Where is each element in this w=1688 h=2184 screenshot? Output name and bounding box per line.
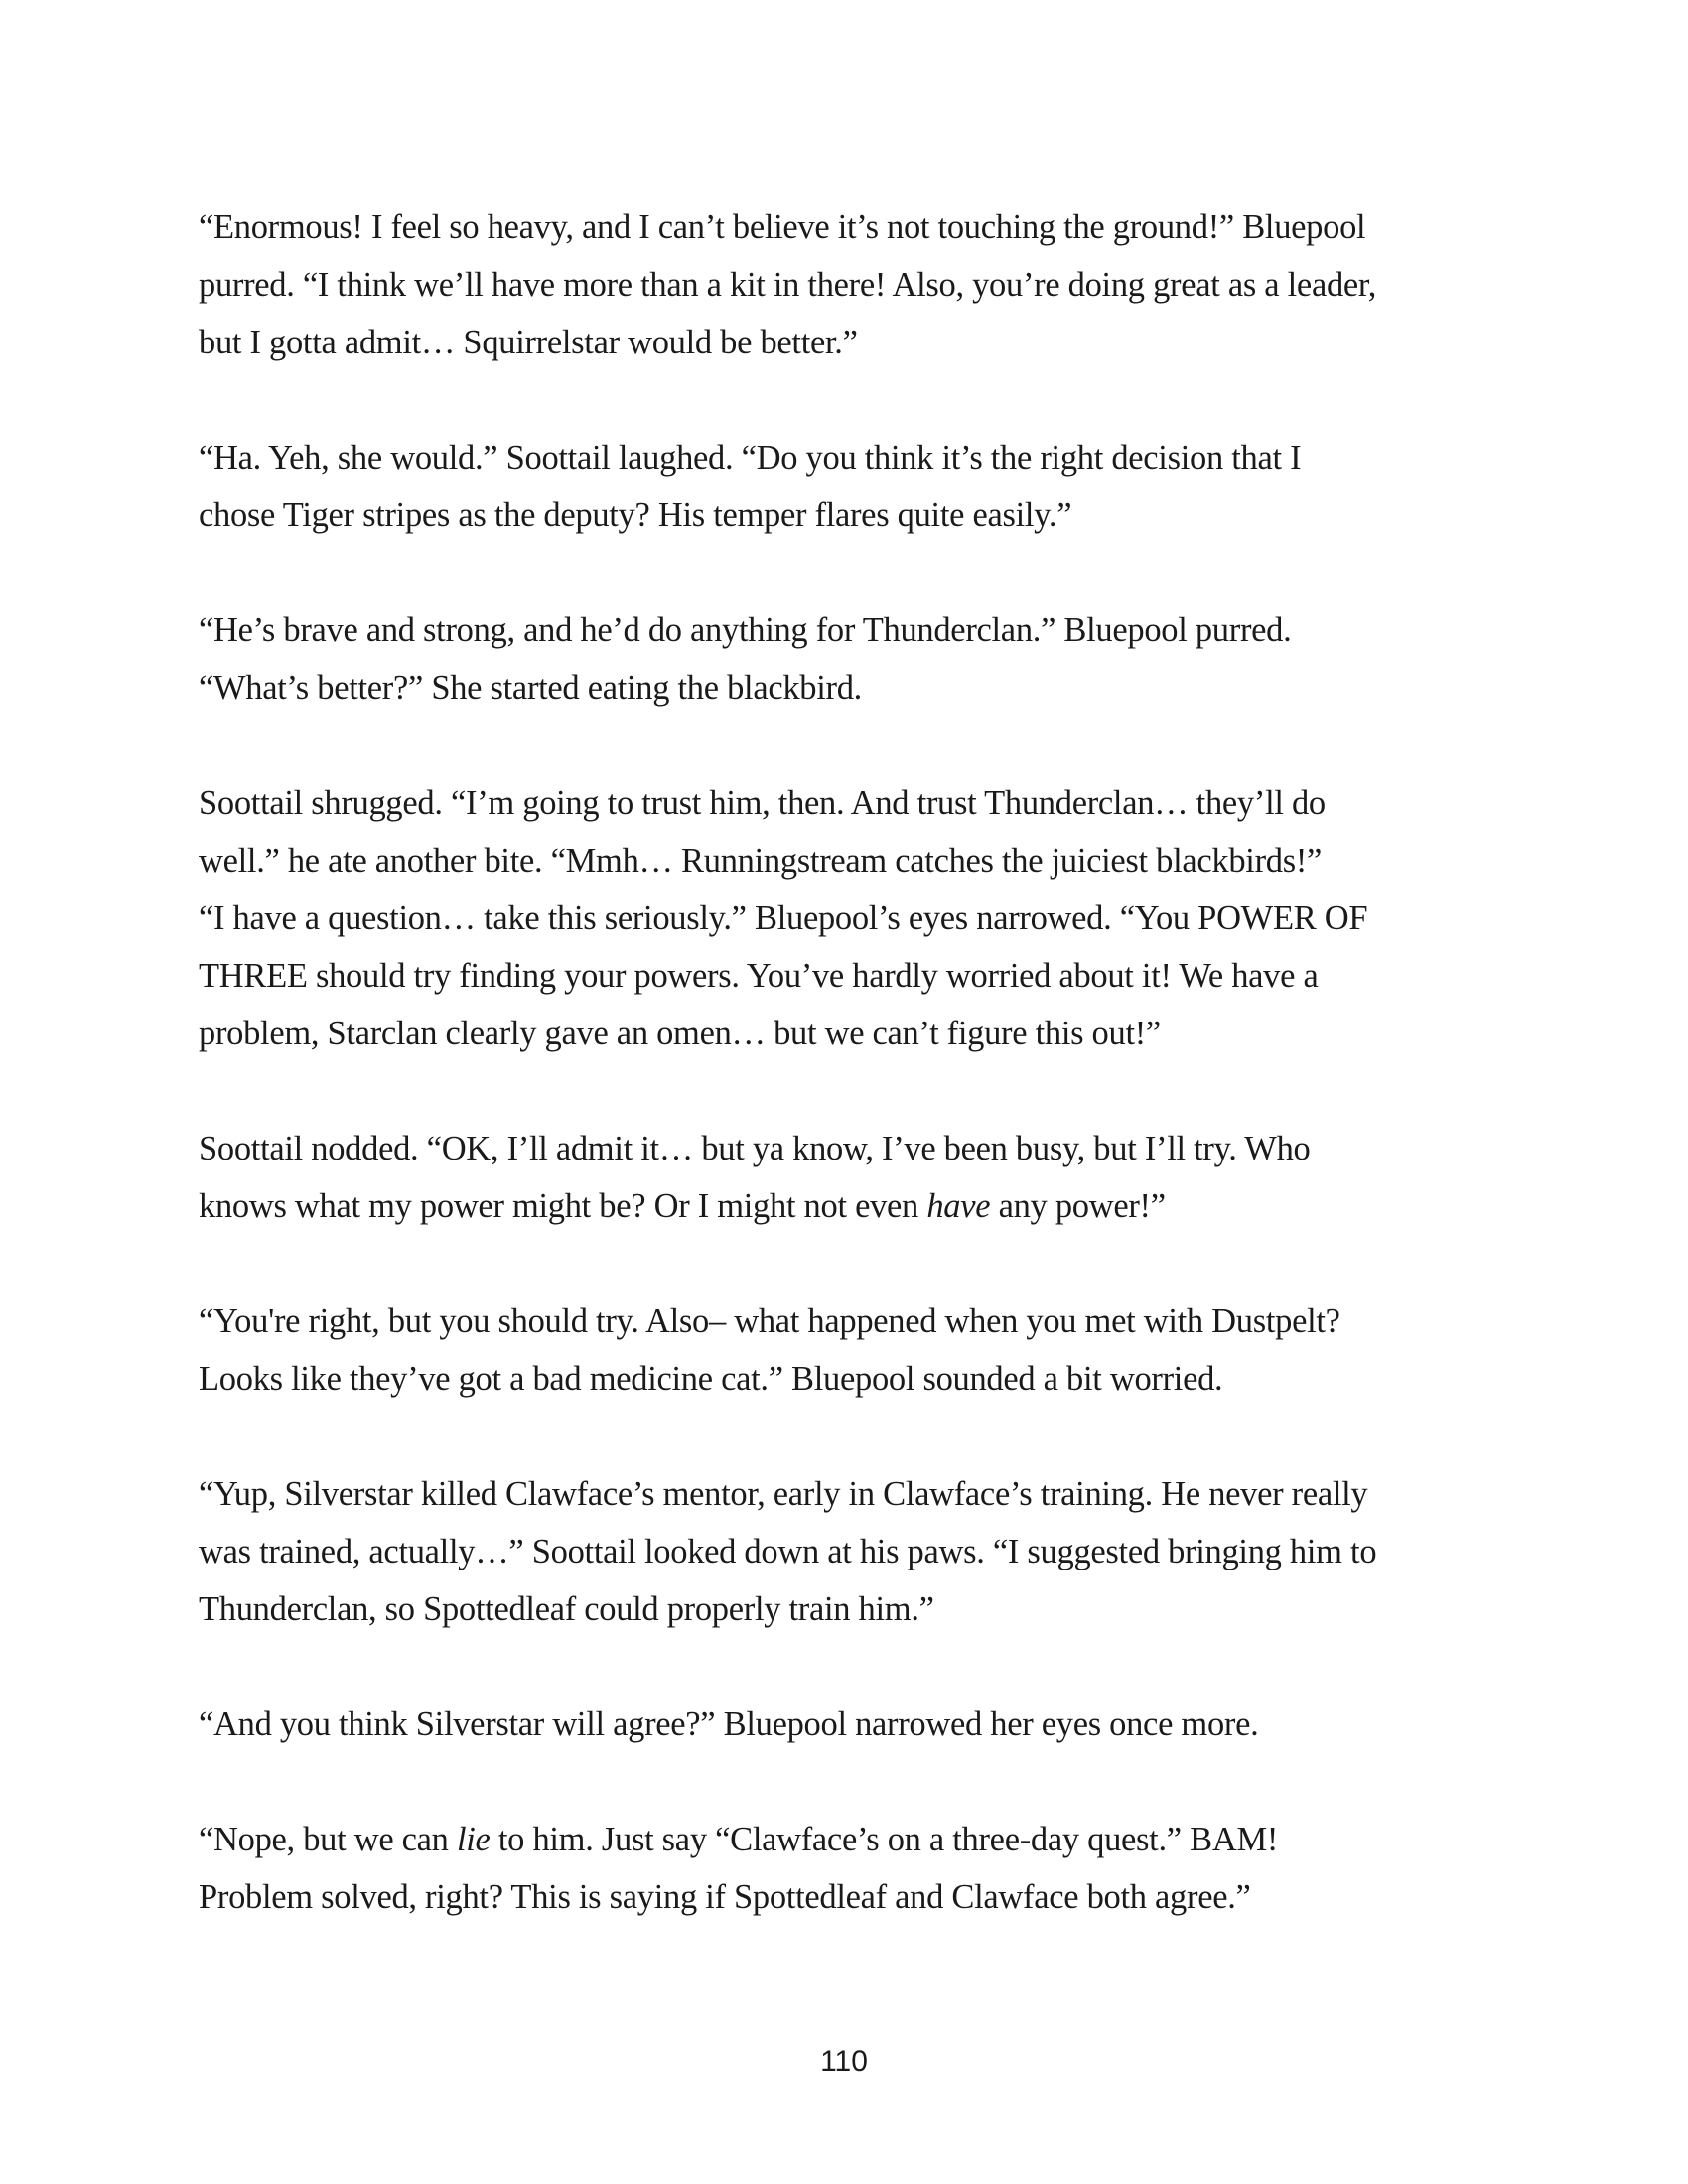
- text-line: Thunderclan, so Spottedleaf could properly train him.”: [199, 1590, 934, 1628]
- paragraph-3: [199, 602, 1489, 717]
- paragraph-5: [199, 1120, 1489, 1235]
- text-line: [199, 1177, 1489, 1235]
- text-line: well.” he ate another bite. “Mmh… Runningstream catches the juiciest blackbirds!”: [199, 842, 1323, 880]
- paragraph-4: [199, 774, 1489, 1062]
- text-line: “What’s better?” She started eating the blackbird.: [199, 669, 863, 707]
- text-line: “You're right, but you should try. Also– what happened when you met with Dustpelt?: [199, 1302, 1340, 1340]
- text-run: “Nope, but we can: [199, 1821, 457, 1858]
- text-run: any power!”: [990, 1187, 1166, 1225]
- emphasis-text: lie: [456, 1821, 491, 1858]
- page-number: 110: [820, 2045, 868, 2078]
- paragraph-1: [199, 199, 1489, 371]
- text-line: Looks like they’ve got a bad medicine cat.” Bluepool sounded a bit worried.: [199, 1360, 1223, 1398]
- body-text: [199, 199, 1489, 1926]
- text-line: purred. “I think we’ll have more than a kit in there! Also, you’re doing great as a leader,: [199, 266, 1377, 304]
- text-line: [199, 1811, 1489, 1868]
- text-run: knows what my power might be? Or I might not even: [199, 1187, 927, 1225]
- text-line: “And you think Silverstar will agree?” Bluepool narrowed her eyes once more.: [199, 1706, 1259, 1743]
- text-line: Soottail shrugged. “I’m going to trust him, then. And trust Thunderclan… they’ll do: [199, 784, 1326, 822]
- paragraph-2: [199, 429, 1489, 544]
- text-line: “Ha. Yeh, she would.” Soottail laughed. “Do you think it’s the right decision that I: [199, 439, 1302, 477]
- text-line: problem, Starclan clearly gave an omen… but we can’t figure this out!”: [199, 1015, 1161, 1052]
- paragraph-8: [199, 1696, 1489, 1753]
- emphasis-text: have: [926, 1187, 991, 1225]
- text-line: “Enormous! I feel so heavy, and I can’t believe it’s not touching the ground!” Bluepool: [199, 208, 1366, 246]
- paragraph-7: [199, 1465, 1489, 1638]
- text-line: “I have a question… take this seriously.” Bluepool’s eyes narrowed. “You POWER OF: [199, 899, 1368, 937]
- text-line: “He’s brave and strong, and he’d do anything for Thunderclan.” Bluepool purred.: [199, 612, 1292, 649]
- text-line: Soottail nodded. “OK, I’ll admit it… but ya know, I’ve been busy, but I’ll try. Who: [199, 1130, 1311, 1167]
- text-line: Problem solved, right? This is saying if Spottedleaf and Clawface both agree.”: [199, 1878, 1251, 1916]
- text-line: chose Tiger stripes as the deputy? His temper flares quite easily.”: [199, 496, 1072, 534]
- text-line: was trained, actually…” Soottail looked down at his paws. “I suggested bringing him to: [199, 1533, 1377, 1570]
- text-line: THREE should try finding your powers. You’ve hardly worried about it! We have a: [199, 957, 1319, 995]
- text-line: but I gotta admit… Squirrelstar would be better.”: [199, 324, 858, 361]
- text-line: “Yup, Silverstar killed Clawface’s mentor, early in Clawface’s training. He never really: [199, 1475, 1368, 1513]
- paragraph-9: [199, 1811, 1489, 1926]
- text-run: to him. Just say “Clawface’s on a three-day quest.” BAM!: [490, 1821, 1279, 1858]
- paragraph-6: [199, 1293, 1489, 1408]
